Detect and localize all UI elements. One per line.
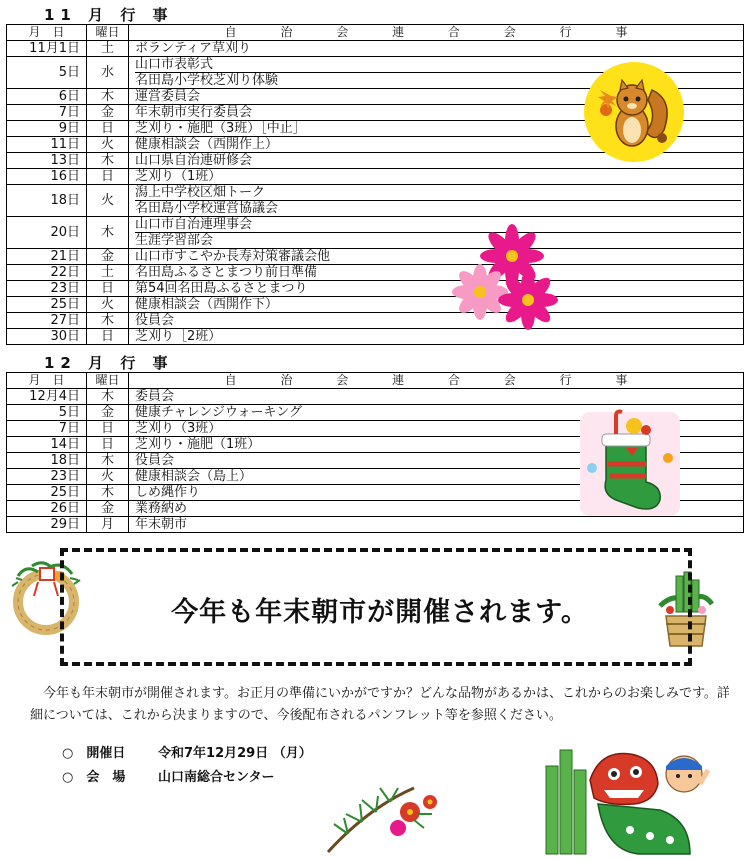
notice-banner [60,548,692,666]
date-cell: 27日 [7,313,87,329]
weekday-cell: 木 [87,153,129,169]
weekday-cell: 火 [87,297,129,313]
weekday-cell: 火 [87,137,129,153]
date-cell: 9日 [7,121,87,137]
weekday-cell: 日 [87,121,129,137]
venue-info [62,766,274,785]
date-cell: 25日 [7,485,87,501]
table-row [7,281,744,297]
events-cell [129,41,744,57]
date-cell: 21日 [7,249,87,265]
events-cell [129,281,744,297]
weekday-cell: 金 [87,405,129,421]
events-cell [129,185,744,217]
banner-text: 今年も年末朝市が開催されます。 [171,597,589,628]
squirrel-icon [582,60,686,164]
weekday-cell: 木 [87,217,129,249]
weekday-cell: 日 [87,169,129,185]
date-cell: 25日 [7,297,87,313]
date-cell: 7日 [7,105,87,121]
table-header-row [7,373,744,389]
date-cell: 29日 [7,517,87,533]
table-row [7,169,744,185]
event-text: 山口市表彰式 [135,57,214,72]
weekday-cell: 土 [87,41,129,57]
date-header: 月 日 [7,373,87,389]
event-text: 生涯学習部会 [135,232,741,248]
weekday-cell: 木 [87,389,129,405]
date-cell: 30日 [7,329,87,345]
weekday-cell: 日 [87,421,129,437]
weekday-cell: 木 [87,485,129,501]
event-text: 潟上中学校区畑トーク [135,185,266,200]
date-cell: 12月4日 [7,389,87,405]
events-cell [129,265,744,281]
event-text: 名田島小学校芝刈り体験 [135,72,741,88]
table-row [7,313,744,329]
date-cell: 18日 [7,453,87,469]
event-text: 役員会 [135,453,175,468]
event-text: 運営委員会 [135,89,201,104]
notice-body [30,683,730,727]
christmas-stocking-icon [576,408,684,520]
date-header: 月 日 [7,25,87,41]
table-row [7,217,744,249]
weekday-cell: 木 [87,453,129,469]
date-cell: 13日 [7,153,87,169]
table-row [7,265,744,281]
table-row [7,249,744,265]
events-cell [129,389,744,405]
date-cell: 20日 [7,217,87,249]
event-text: 健康チャレンジウォーキング [135,405,303,420]
event-text: 健康相談会（西開作下） [135,297,279,312]
weekday-cell: 火 [87,469,129,485]
weekday-cell: 月 [87,517,129,533]
weekday-cell: 日 [87,281,129,297]
lion-dance-icon [540,740,710,856]
pine-branch-icon [318,768,454,854]
date-cell: 7日 [7,421,87,437]
weekday-cell: 日 [87,329,129,345]
table-row [7,297,744,313]
date-info [62,742,312,761]
date-cell: 6日 [7,89,87,105]
weekday-cell: 木 [87,313,129,329]
events-cell [129,297,744,313]
event-text: 名田島ふるさとまつり前日準備 [135,265,318,280]
weekday-cell: 土 [87,265,129,281]
date-cell: 11月1日 [7,41,87,57]
weekday-cell: 火 [87,185,129,217]
nov-title: 11 月 行 事 [44,6,174,24]
events-cell [129,329,744,345]
table-row [7,41,744,57]
date-cell: 11日 [7,137,87,153]
weekday-cell: 木 [87,89,129,105]
weekday-header: 曜日 [87,373,129,389]
cosmos-flowers-icon [452,224,562,334]
events-cell [129,313,744,329]
event-text: 健康相談会（西開作上） [135,137,279,152]
weekday-cell: 日 [87,437,129,453]
event-text: 山口県自治連研修会 [135,153,253,168]
dec-title: 12 月 行 事 [44,354,174,372]
date-value: 令和7年12月29日 （月） [158,746,312,761]
date-cell: 5日 [7,57,87,89]
event-text: 芝刈り（1班） [135,169,222,184]
event-text: 第54回名田島ふるさとまつり [135,281,308,296]
event-text: 業務納め [135,501,188,516]
events-header: 自 治 会 連 合 会 行 事 [129,25,744,41]
weekday-cell: 水 [87,57,129,89]
table-row [7,389,744,405]
venue-value: 山口南総合センター [158,770,275,785]
table-row [7,185,744,217]
event-text: 健康相談会（島上） [135,469,253,484]
event-text: しめ縄作り [135,485,201,500]
events-cell [129,169,744,185]
weekday-header: 曜日 [87,25,129,41]
event-text: 芝刈り（3班） [135,421,222,436]
date-cell: 16日 [7,169,87,185]
date-cell: 22日 [7,265,87,281]
date-label: ○ 開催日 [62,746,126,761]
events-cell [129,249,744,265]
event-text: 芝刈り・施肥（3班）［中止］ [135,121,306,136]
date-cell: 14日 [7,437,87,453]
weekday-cell: 金 [87,249,129,265]
event-text: 名田島小学校運営協議会 [135,200,741,216]
date-cell: 23日 [7,281,87,297]
event-text: 芝刈り［2班） [135,329,222,344]
event-text: 委員会 [135,389,175,404]
event-text: 芝刈り・施肥（1班） [135,437,261,452]
weekday-cell: 金 [87,105,129,121]
events-cell [129,217,744,249]
event-text: 役員会 [135,313,175,328]
date-cell: 5日 [7,405,87,421]
event-text: ボランティア草刈り [135,41,251,56]
event-text: 山口市自治連理事会 [135,217,253,232]
weekday-cell: 金 [87,501,129,517]
notice-paragraph: 今年も年末朝市が開催されます。お正月の準備にいかがですか？どんな品物があるかは、これからのお楽しみです。詳細については、これから決まりますので、今後配布されるパンフレット等を参照ください。 [30,686,730,723]
event-text: 山口市すこやか長寿対策審議会他 [135,249,331,264]
date-cell: 26日 [7,501,87,517]
event-text: 年末朝市実行委員会 [135,105,253,120]
table-row [7,329,744,345]
venue-label: ○ 会 場 [62,770,126,785]
events-header: 自 治 会 連 合 会 行 事 [129,373,744,389]
table-header-row [7,25,744,41]
event-text: 年末朝市 [135,517,188,532]
date-cell: 23日 [7,469,87,485]
date-cell: 18日 [7,185,87,217]
